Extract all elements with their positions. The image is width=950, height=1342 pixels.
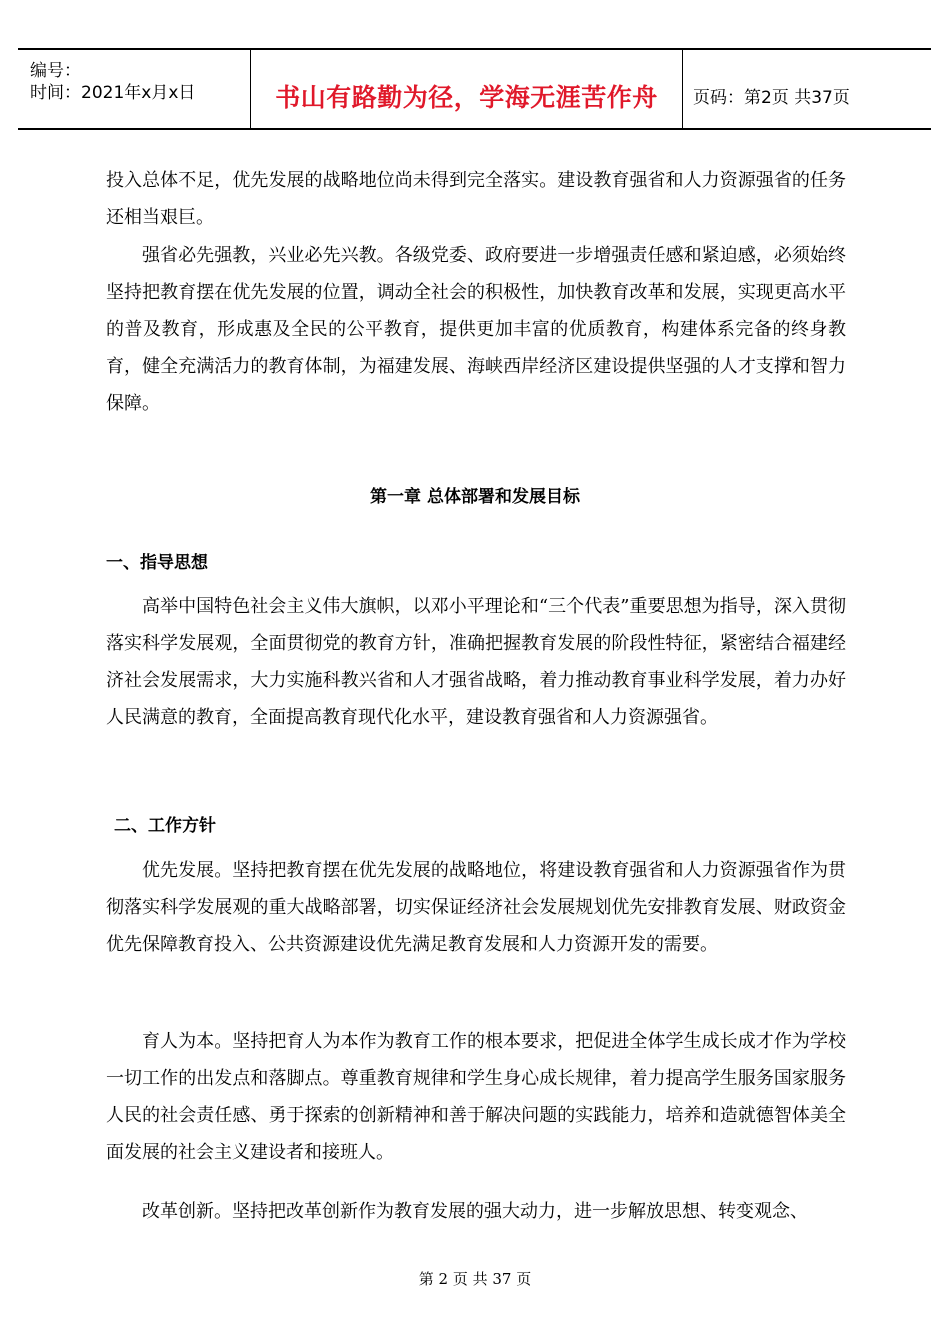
paragraph-2: 强省必先强教，兴业必先兴教。各级党委、政府要进一步增强责任感和紧迫感，必须始终坚持把教育摆在优先发展的位置，调动全社会的积极性，加快教育改革和发展，实现更高水平的普及教育，形成惠及全民的公平教育，提供更加丰富的优质教育，构建体系完备的终身教育，健全充满活力的教育体制，为福建发展、海峡西岸经济区建设提供坚强的人才支撑和智力保障。 xyxy=(106,245,846,414)
document-header xyxy=(18,48,931,130)
header-motto: 书山有路勤为径，学海无涯苦作舟 xyxy=(275,83,658,112)
header-meta-cell xyxy=(18,50,251,128)
header-page-cell xyxy=(683,50,931,128)
header-motto-cell xyxy=(251,50,683,128)
header-page-label: 页码：第2页 共37页 xyxy=(693,88,850,108)
paragraph-3: 高举中国特色社会主义伟大旗帜，以邓小平理论和“三个代表”重要思想为指导，深入贯彻落实科学发展观，全面贯彻党的教育方针，准确把握教育发展的阶段性特征，紧密结合福建经济社会发展需求，大力实施科教兴省和人才强省战略，着力推动教育事业科学发展，着力办好人民满意的教育，全面提高教育现代化水平，建设教育强省和人力资源强省。 xyxy=(106,596,846,728)
number-label: 编号： xyxy=(30,61,81,81)
paragraph-1: 投入总体不足，优先发展的战略地位尚未得到完全落实。建设教育强省和人力资源强省的任务还相当艰巨。 xyxy=(106,170,846,228)
page-footer: 第 2 页 共 37 页 xyxy=(418,1270,532,1288)
section-heading-2: 二、工作方针 xyxy=(114,816,216,836)
date-label: 时间：2021年x月x日 xyxy=(30,83,196,103)
chapter-title: 第一章 总体部署和发展目标 xyxy=(370,487,580,507)
paragraph-5: 育人为本。坚持把育人为本作为教育工作的根本要求，把促进全体学生成长成才作为学校一切工作的出发点和落脚点。尊重教育规律和学生身心成长规律，着力提高学生服务国家服务人民的社会责任感、勇于探索的创新精神和善于解决问题的实践能力，培养和造就德智体美全面发展的社会主义建设者和接班人。 xyxy=(106,1031,846,1163)
paragraph-4: 优先发展。坚持把教育摆在优先发展的战略地位，将建设教育强省和人力资源强省作为贯彻落实科学发展观的重大战略部署，切实保证经济社会发展规划优先安排教育发展、财政资金优先保障教育投入、公共资源建设优先满足教育发展和人力资源开发的需要。 xyxy=(106,860,846,955)
paragraph-6: 改革创新。坚持把改革创新作为教育发展的强大动力，进一步解放思想、转变观念、 xyxy=(142,1201,808,1222)
section-heading-1: 一、指导思想 xyxy=(106,553,208,573)
